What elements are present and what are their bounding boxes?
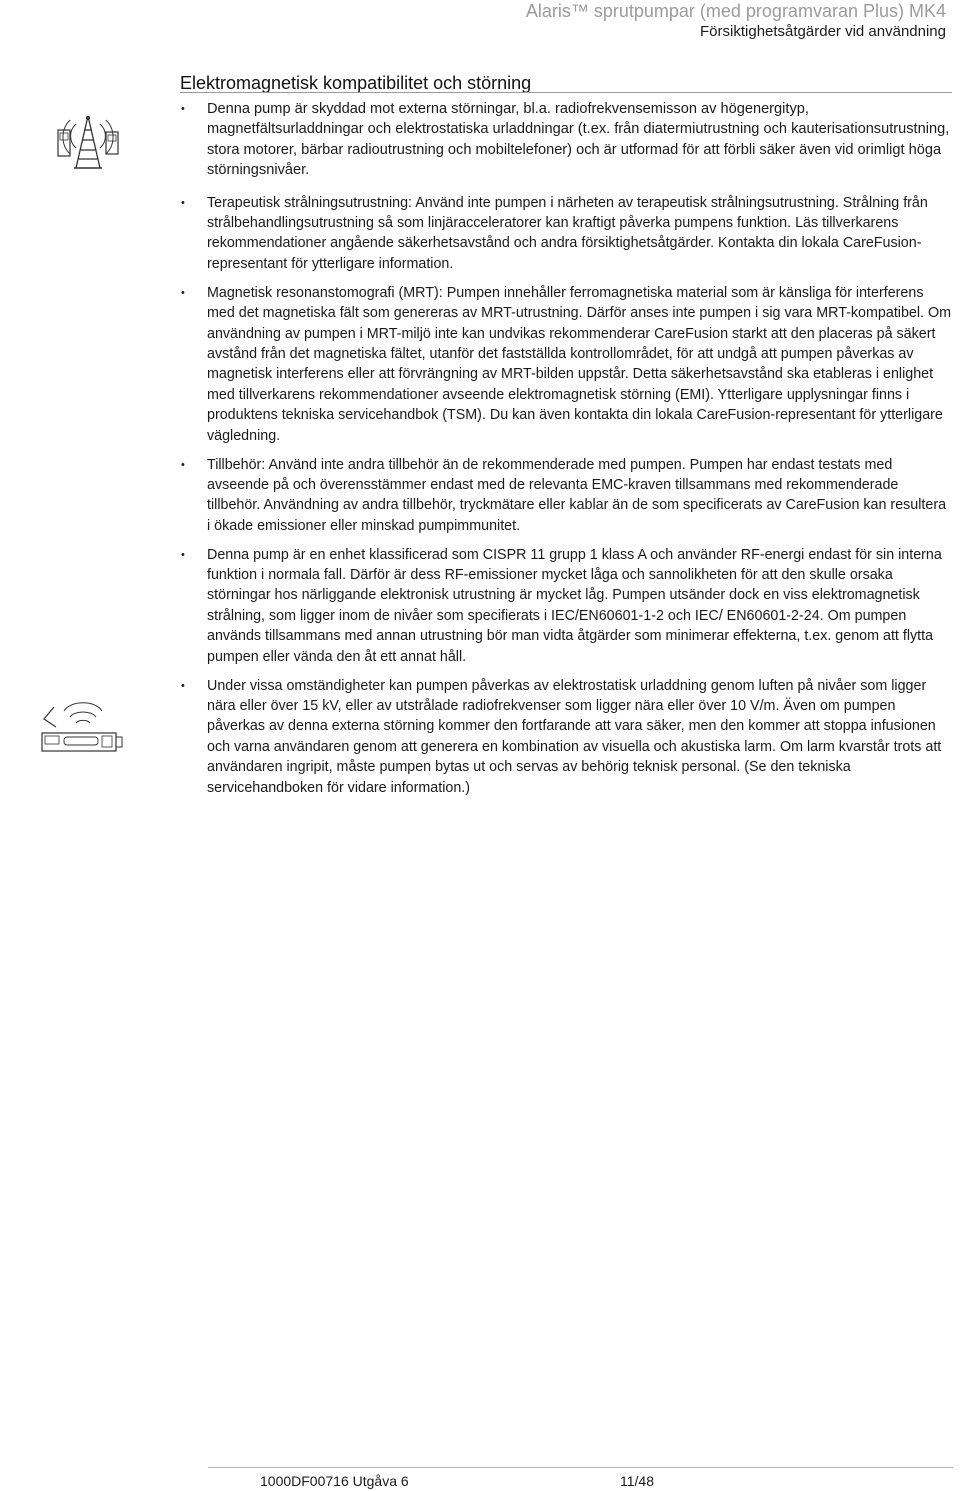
bullet-mri: • Magnetisk resonanstomografi (MRT): Pumpen innehåller ferromagnetiska material som är känsliga för interferens med det magnetiska fält som genereras av MRT-utrustning. Därför anses inte pumpen i sig vara MRT-kompatibel. Om användning av pumpen i MRT-miljö inte kan undvikas rekommenderar CareFusion starkt att den placeras på säkert avstånd från det magnetiska fältet, utanför det fastställda kontrollområdet, för att undgå att pumpen påverkas av magnetisk interferens eller att förvrängning av MRT-bilden uppstår. Detta säkerhetsavstånd ska etableras i enlighet med tillverkarens rekommendationer avseende elektromagnetisk störning (EMI). Ytterligare upplysningar finns i produktens tekniska servicehandbok (TSM). Du kan även kontakta din lokala CareFusion-representant för ytterligare vägledning. — [207, 283, 952, 446]
bullet-electrostatic-discharge: • Under vissa omständigheter kan pumpen påverkas av elektrostatisk urladdning genom luften på nivåer som ligger nära eller över 15 kV, eller av utstrålade radiofrekvenser som ligger nära eller över 10 V/m. Även om pumpen påverkas av denna externa störning kommer den fortfarande att vara säker, men den kommer att stoppa infusionen och varna användaren genom att generera en kombination av visuella och akustiska larm. Om larm kvarstår trots att användaren ingripit, måste pumpen bytas ut och servas av behörig teknisk personal. (Se den tekniska servicehandboken för vidare information.) — [207, 676, 952, 798]
emc-interference-icon — [56, 112, 120, 174]
bullet-interference-protection: • Denna pump är skyddad mot externa störningar, bl.a. radiofrekvensemisson av högenergityp, magnetfältsurladdningar och elektrostatiska urladdningar (t.ex. från diatermiutrustning och kauterisationsutrustning, stora motorer, bärbar radioutrustning och mobiltelefoner) och är utformad för att förbli säker även vid orimligt höga störningsnivåer. — [207, 99, 952, 181]
footer-document-id: 1000DF00716 Utgåva 6 — [260, 1473, 409, 1489]
bullet-radiation-equipment: • Terapeutisk strålningsutrustning: Använd inte pumpen i närheten av terapeutisk strålningsutrustning. Strålning från strålbehandlingsutrustning så som linjäracceleratorer kan kraftigt påverka pumpens funktion. Läs tillverkarens rekommendationer angående säkerhetsavstånd och andra försiktighetsåtgärder. Kontakta din lokala CareFusion-representant för ytterligare information. — [207, 193, 952, 275]
emc-bullet-list — [207, 99, 952, 798]
bullet-accessories: • Tillbehör: Använd inte andra tillbehör än de rekommenderade med pumpen. Pumpen har endast testats med avseende på och överensstämmer endast med de relevanta EMC-kraven tillsammans med rekommenderade tillbehör. Användning av andra tillbehör, tryckmätare eller kablar än de som specificerats av CareFusion kan resultera i ökade emissioner eller minskad pumpimmunitet. — [207, 455, 952, 537]
footer-divider — [208, 1467, 953, 1468]
heading-divider — [180, 92, 952, 93]
section-heading: Elektromagnetisk kompatibilitet och störning — [180, 73, 532, 93]
section-subtitle: Försiktighetsåtgärder vid användning — [700, 23, 946, 40]
bullet-cispr-classification: • Denna pump är en enhet klassificerad som CISPR 11 grupp 1 klass A och använder RF-energi endast för sin interna funktion i normala fall. Därför är dess RF-emissioner mycket låga och sannolikheten för att den skulle orsaka störningar hos närliggande elektronisk utrustning är mycket låg. Pumpen utsänder dock en viss elektromagnetisk strålning, som ligger inom de nivåer som specifierats i IEC/EN60601-1-2 och IEC/ EN60601-2-24. Om pumpen används tillsammans med annan utrustning bör man vidta åtgärder som minimerar effekterna, t.ex. genom att flytta pumpen eller vända den åt ett annat håll. — [207, 545, 952, 667]
document-title: Alaris™ sprutpumpar (med programvaran Plus) MK4 — [525, 1, 946, 21]
footer-page-number: 11/48 — [620, 1473, 654, 1489]
syringe-pump-signal-icon — [40, 697, 124, 755]
